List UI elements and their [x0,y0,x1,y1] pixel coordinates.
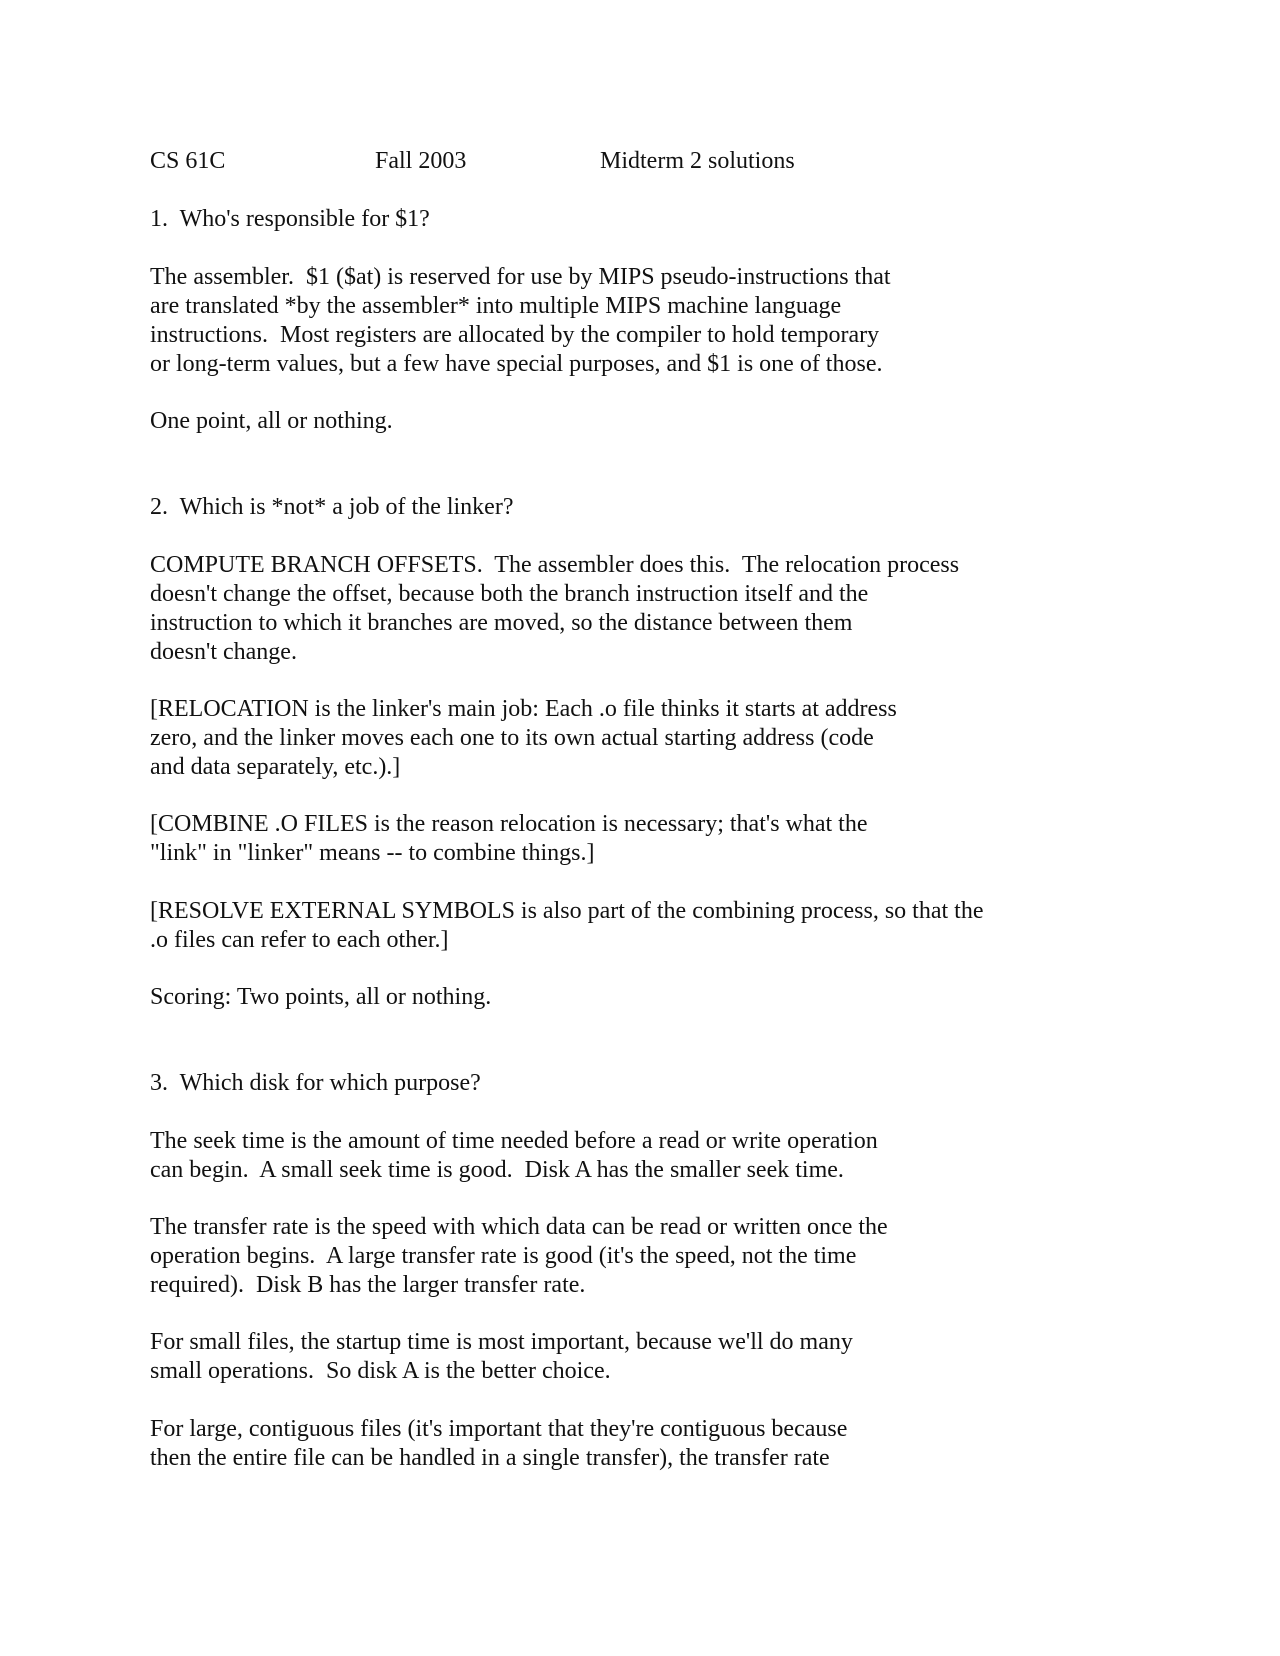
q3-small-files-line: For small files, the startup time is most important, because we'll do many [150,1329,853,1355]
q1-answer-line: or long-term values, but a few have special purposes, and $1 is one of those. [150,351,883,377]
q2-relocation-line: [RELOCATION is the linker's main job: Each .o file thinks it starts at address [150,696,897,722]
q3-large-files-line: For large, contiguous files (it's important that they're contiguous because [150,1416,848,1442]
q1-question: 1. Who's responsible for $1? [150,206,430,232]
q2-relocation-line: and data separately, etc.).] [150,754,401,780]
q2-scoring: Scoring: Two points, all or nothing. [150,984,492,1010]
q2-combine-line: "link" in "linker" means -- to combine things.] [150,840,595,866]
q2-combine-line: [COMBINE .O FILES is the reason relocation is necessary; that's what the [150,811,868,837]
q2-answer-line: instruction to which it branches are moved, so the distance between them [150,610,853,636]
q1-scoring: One point, all or nothing. [150,408,393,434]
q1-answer-line: are translated *by the assembler* into multiple MIPS machine language [150,293,842,319]
q2-resolve-line: .o files can refer to each other.] [150,927,449,953]
q3-transfer-line: required). Disk B has the larger transfer rate. [150,1272,586,1298]
course-label: CS 61C [150,148,226,174]
q3-transfer-line: operation begins. A large transfer rate is good (it's the speed, not the time [150,1243,857,1269]
q2-answer-line: doesn't change the offset, because both the branch instruction itself and the [150,581,869,607]
q2-resolve-line: [RESOLVE EXTERNAL SYMBOLS is also part of the combining process, so that the [150,898,984,924]
q1-answer-line: instructions. Most registers are allocated by the compiler to hold temporary [150,322,880,348]
document-title: Midterm 2 solutions [600,148,795,174]
q3-transfer-line: The transfer rate is the speed with which data can be read or written once the [150,1214,888,1240]
q3-large-files-line: then the entire file can be handled in a single transfer), the transfer rate [150,1445,830,1471]
q3-small-files-line: small operations. So disk A is the better choice. [150,1358,611,1384]
q3-seek-line: The seek time is the amount of time needed before a read or write operation [150,1128,878,1154]
term-label: Fall 2003 [375,148,467,174]
q2-question: 2. Which is *not* a job of the linker? [150,494,514,520]
q2-answer-line: COMPUTE BRANCH OFFSETS. The assembler does this. The relocation process [150,552,960,578]
q2-answer-line: doesn't change. [150,639,297,665]
q3-seek-line: can begin. A small seek time is good. Disk A has the smaller seek time. [150,1157,844,1183]
q3-question: 3. Which disk for which purpose? [150,1070,481,1096]
q2-relocation-line: zero, and the linker moves each one to its own actual starting address (code [150,725,874,751]
q1-answer-line: The assembler. $1 ($at) is reserved for use by MIPS pseudo-instructions that [150,264,891,290]
